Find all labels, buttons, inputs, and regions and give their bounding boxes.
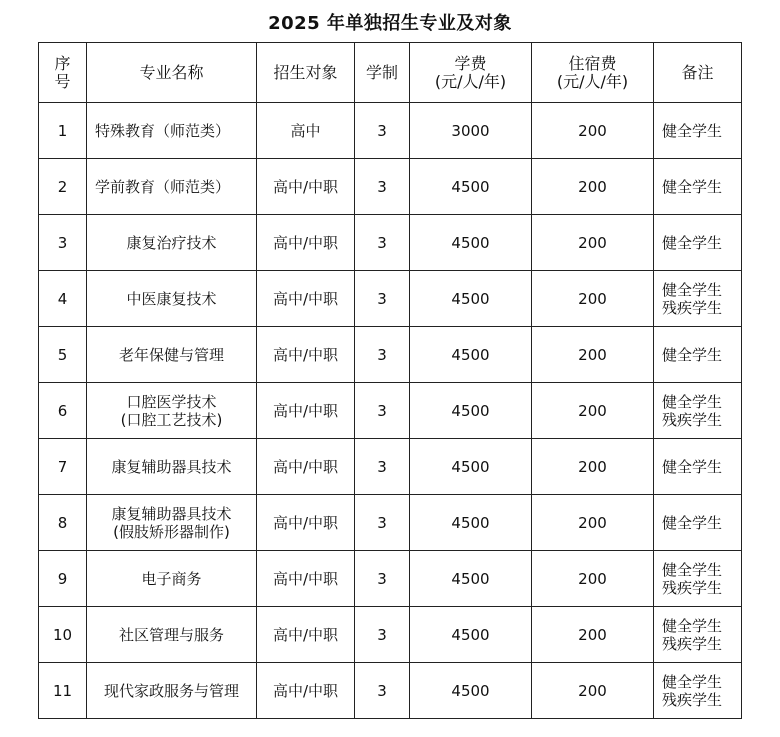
- cell-duration: 3: [355, 551, 410, 607]
- cell-note-line: 健全学生: [662, 616, 723, 635]
- header-seq: [39, 43, 87, 103]
- table-row: [39, 607, 742, 663]
- cell-name: [87, 215, 257, 271]
- cell-target: 高中/中职: [257, 271, 355, 327]
- cell-dorm: 200: [532, 663, 654, 719]
- cell-name: [87, 439, 257, 495]
- cell-note: [654, 327, 742, 383]
- cell-seq: 2: [39, 159, 87, 215]
- cell-note: [654, 439, 742, 495]
- cell-note-line: 残疾学生: [662, 298, 723, 317]
- cell-note-line: 健全学生: [662, 280, 723, 299]
- cell-tuition: 4500: [410, 215, 532, 271]
- cell-duration: 3: [355, 159, 410, 215]
- cell-note-line: 残疾学生: [662, 410, 723, 429]
- cell-name: [87, 159, 257, 215]
- cell-note-line: 残疾学生: [662, 690, 723, 709]
- cell-note-line: 健全学生: [662, 177, 723, 196]
- header-target: 招生对象: [257, 43, 355, 103]
- cell-name-line: (假肢矫形器制作): [113, 522, 230, 541]
- cell-name: [87, 663, 257, 719]
- cell-dorm: 200: [532, 439, 654, 495]
- cell-seq: 9: [39, 551, 87, 607]
- cell-name-line: (口腔工艺技术): [120, 410, 223, 429]
- cell-dorm: 200: [532, 607, 654, 663]
- cell-tuition: 4500: [410, 159, 532, 215]
- header-tuition: [410, 43, 532, 103]
- cell-duration: 3: [355, 383, 410, 439]
- cell-name: [87, 103, 257, 159]
- cell-seq: 3: [39, 215, 87, 271]
- cell-tuition: 4500: [410, 439, 532, 495]
- cell-dorm: 200: [532, 495, 654, 551]
- cell-note-line: 健全学生: [662, 392, 723, 411]
- cell-tuition: 4500: [410, 663, 532, 719]
- cell-dorm: 200: [532, 383, 654, 439]
- cell-name-line: 康复辅助器具技术: [111, 457, 232, 476]
- cell-seq: 5: [39, 327, 87, 383]
- cell-target: 高中/中职: [257, 551, 355, 607]
- cell-seq: 1: [39, 103, 87, 159]
- cell-note-line: 健全学生: [662, 513, 723, 532]
- cell-name-line: 现代家政服务与管理: [103, 681, 239, 700]
- cell-duration: 3: [355, 607, 410, 663]
- cell-dorm: 200: [532, 103, 654, 159]
- cell-note: [654, 159, 742, 215]
- cell-dorm: 200: [532, 159, 654, 215]
- cell-duration: 3: [355, 495, 410, 551]
- cell-dorm: 200: [532, 327, 654, 383]
- cell-duration: 3: [355, 103, 410, 159]
- cell-tuition: 4500: [410, 551, 532, 607]
- cell-target: 高中/中职: [257, 439, 355, 495]
- cell-note: [654, 663, 742, 719]
- cell-seq: 11: [39, 663, 87, 719]
- header-tuition-line-2: (元/人/年): [434, 71, 507, 91]
- header-duration: 学制: [355, 43, 410, 103]
- cell-name: [87, 327, 257, 383]
- cell-name: [87, 551, 257, 607]
- cell-name-line: 老年保健与管理: [118, 345, 224, 364]
- cell-target: 高中/中职: [257, 495, 355, 551]
- table-row: [39, 159, 742, 215]
- header-dorm: [532, 43, 654, 103]
- cell-duration: 3: [355, 663, 410, 719]
- cell-name: [87, 271, 257, 327]
- cell-note: [654, 383, 742, 439]
- cell-target: 高中: [257, 103, 355, 159]
- table-row: [39, 551, 742, 607]
- cell-name-line: 口腔医学技术: [126, 392, 217, 411]
- cell-seq: 4: [39, 271, 87, 327]
- table-row: [39, 383, 742, 439]
- cell-note-line: 健全学生: [662, 121, 723, 140]
- header-name: 专业名称: [87, 43, 257, 103]
- page-title: 2025 年单独招生专业及对象: [268, 13, 512, 34]
- cell-duration: 3: [355, 215, 410, 271]
- cell-note: [654, 215, 742, 271]
- header-note: 备注: [654, 43, 742, 103]
- header-seq-line-2: 号: [54, 71, 71, 91]
- cell-note: [654, 271, 742, 327]
- cell-name: [87, 495, 257, 551]
- cell-tuition: 4500: [410, 495, 532, 551]
- cell-target: 高中/中职: [257, 663, 355, 719]
- table-row: [39, 103, 742, 159]
- cell-tuition: 4500: [410, 327, 532, 383]
- cell-note-line: 健全学生: [662, 672, 723, 691]
- cell-seq: 7: [39, 439, 87, 495]
- cell-note-line: 健全学生: [662, 457, 723, 476]
- cell-note: [654, 607, 742, 663]
- cell-name: [87, 383, 257, 439]
- cell-seq: 8: [39, 495, 87, 551]
- table-row: [39, 271, 742, 327]
- table-row: [39, 439, 742, 495]
- cell-note: [654, 103, 742, 159]
- table-row: [39, 215, 742, 271]
- table-header-row: [39, 43, 742, 103]
- cell-duration: 3: [355, 327, 410, 383]
- cell-note: [654, 495, 742, 551]
- cell-target: 高中/中职: [257, 159, 355, 215]
- cell-target: 高中/中职: [257, 607, 355, 663]
- cell-note-line: 残疾学生: [662, 578, 723, 597]
- table-row: [39, 495, 742, 551]
- table-row: [39, 663, 742, 719]
- cell-note: [654, 551, 742, 607]
- cell-seq: 10: [39, 607, 87, 663]
- header-tuition-line-1: 学费: [454, 53, 487, 73]
- cell-target: 高中/中职: [257, 383, 355, 439]
- cell-dorm: 200: [532, 551, 654, 607]
- cell-name-line: 特殊教育（师范类）: [95, 121, 231, 140]
- cell-dorm: 200: [532, 215, 654, 271]
- cell-seq: 6: [39, 383, 87, 439]
- cell-tuition: 4500: [410, 383, 532, 439]
- cell-duration: 3: [355, 271, 410, 327]
- header-dorm-line-2: (元/人/年): [556, 71, 629, 91]
- cell-note-line: 健全学生: [662, 233, 723, 252]
- cell-name-line: 中医康复技术: [126, 289, 217, 308]
- header-dorm-line-1: 住宿费: [568, 53, 617, 73]
- cell-name: [87, 607, 257, 663]
- cell-target: 高中/中职: [257, 327, 355, 383]
- cell-note-line: 健全学生: [662, 345, 723, 364]
- header-seq-line-1: 序: [54, 53, 71, 73]
- cell-name-line: 电子商务: [141, 569, 202, 588]
- cell-tuition: 3000: [410, 103, 532, 159]
- cell-dorm: 200: [532, 271, 654, 327]
- cell-duration: 3: [355, 439, 410, 495]
- cell-name-line: 学前教育（师范类）: [95, 177, 231, 196]
- cell-tuition: 4500: [410, 607, 532, 663]
- cell-name-line: 康复辅助器具技术: [111, 504, 232, 523]
- table-row: [39, 327, 742, 383]
- cell-tuition: 4500: [410, 271, 532, 327]
- enrollment-table: [38, 42, 742, 719]
- cell-note-line: 残疾学生: [662, 634, 723, 653]
- cell-name-line: 康复治疗技术: [126, 233, 217, 252]
- cell-target: 高中/中职: [257, 215, 355, 271]
- cell-name-line: 社区管理与服务: [118, 625, 224, 644]
- cell-note-line: 健全学生: [662, 560, 723, 579]
